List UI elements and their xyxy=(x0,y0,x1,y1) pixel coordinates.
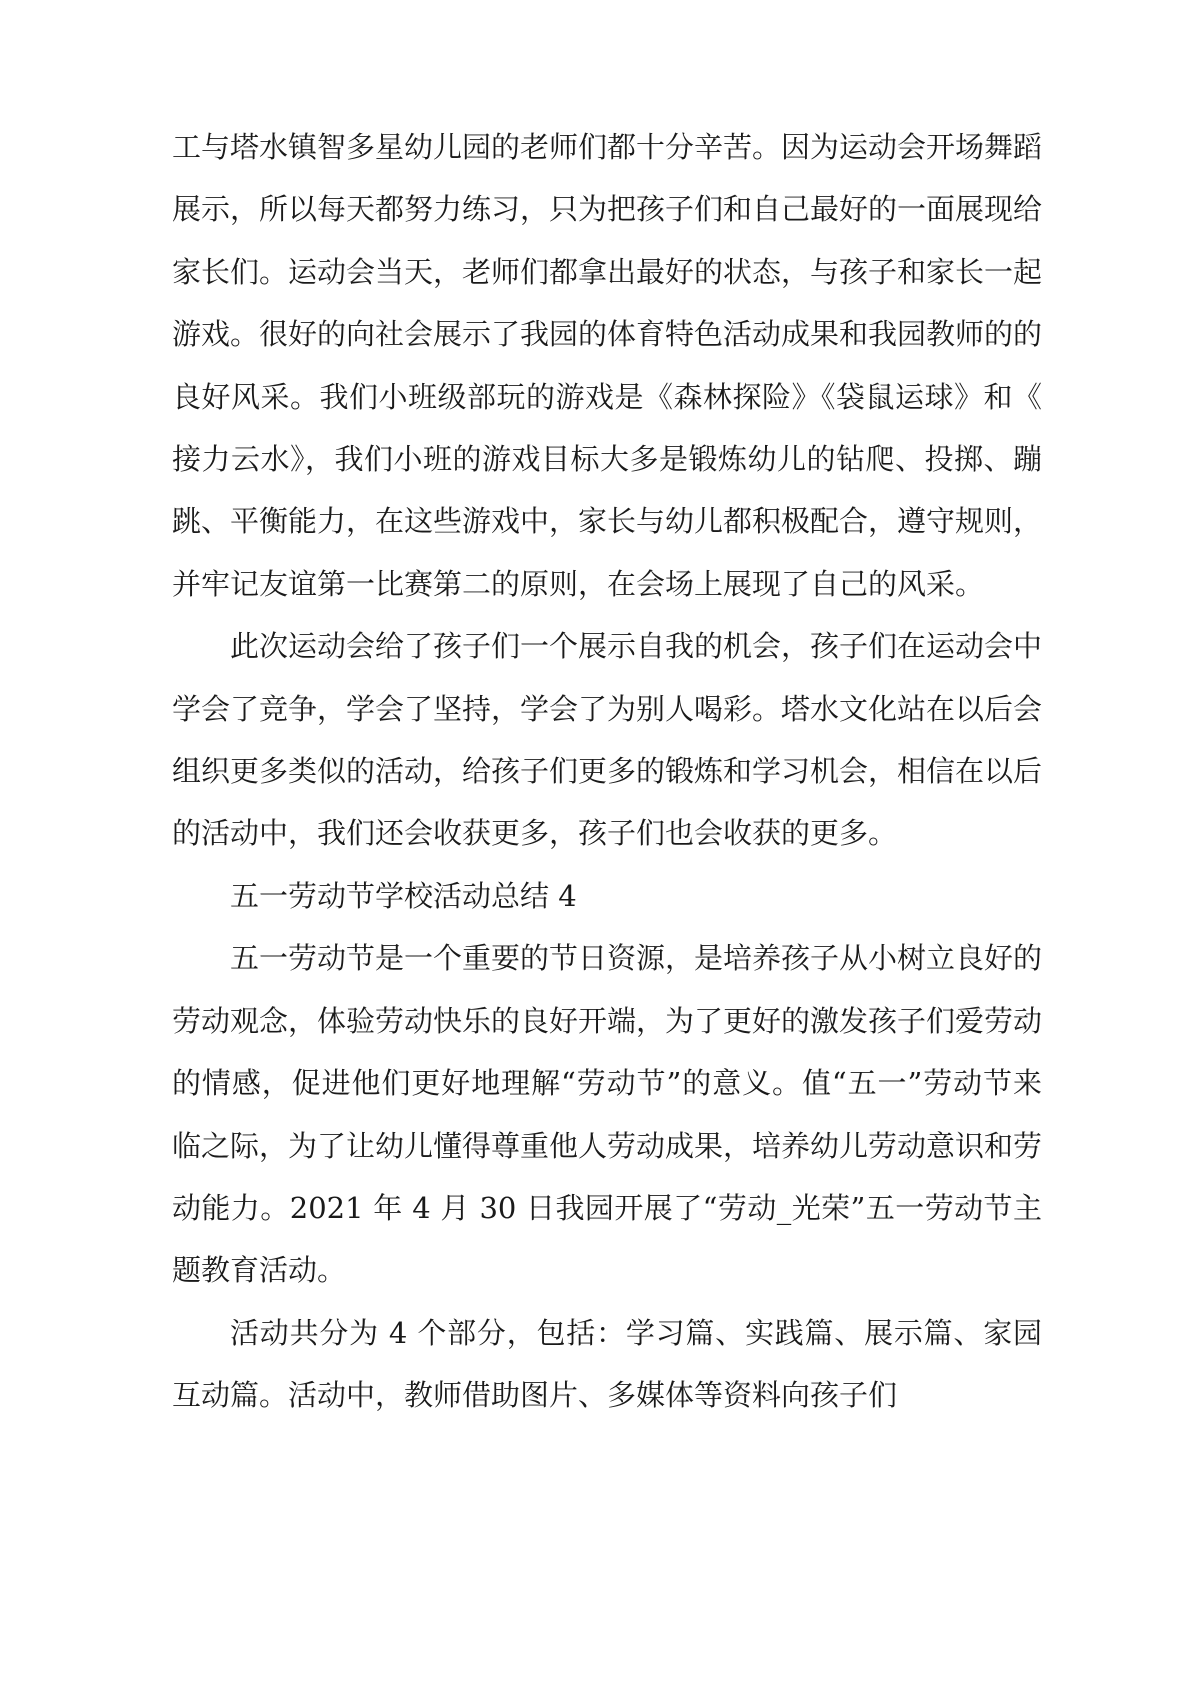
document-body xyxy=(172,116,1042,1427)
paragraph-sports-meet-conclusion: 此次运动会给了孩子们一个展示自我的机会，孩子们在运动会中学会了竞争，学会了坚持，学会了为别人喝彩。塔水文化站在以后会组织更多类似的活动，给孩子们更多的锻炼和学习机会，相信在以后的活动中，我们还会收获更多，孩子们也会收获的更多。 xyxy=(172,629,1043,851)
paragraph-activity-parts: 活动共分为 4 个部分，包括：学习篇、实践篇、展示篇、家园互动篇。活动中，教师借助图片、多媒体等资料向孩子们 xyxy=(172,1315,1042,1413)
paragraph-labor-day-intro: 五一劳动节是一个重要的节日资源，是培养孩子从小树立良好的劳动观念，体验劳动快乐的良好开端，为了更好的激发孩子们爱劳动的情感，促进他们更好地理解“劳动节”的意义。值“五一”劳动节来临之际，为了让幼儿懂得尊重他人劳动成果，培养幼儿劳动意识和劳动能力。2021 年 4 月 30 日我园开展了“劳动_光荣”五一劳动节主题教育活动。 xyxy=(172,941,1043,1288)
paragraph-sports-meet-teachers: 工与塔水镇智多星幼儿园的老师们都十分辛苦。因为运动会开场舞蹈展示，所以每天都努力练习，只为把孩子们和自己最好的一面展现给家长们。运动会当天，老师们都拿出最好的状态，与孩子和家长一起游戏。很好的向社会展示了我园的体育特色活动成果和我园教师的的良好风采。我们小班级部玩的游戏是《森林探险》《袋鼠运球》和《接力云水》，我们小班的游戏目标大多是锻炼幼儿的钻爬、投掷、蹦跳、平衡能力，在这些游戏中，家长与幼儿都积极配合，遵守规则，并牢记友谊第一比赛第二的原则，在会场上展现了自己的风采。 xyxy=(172,130,1043,601)
section-heading-summary-4: 五一劳动节学校活动总结 4 xyxy=(230,878,577,913)
